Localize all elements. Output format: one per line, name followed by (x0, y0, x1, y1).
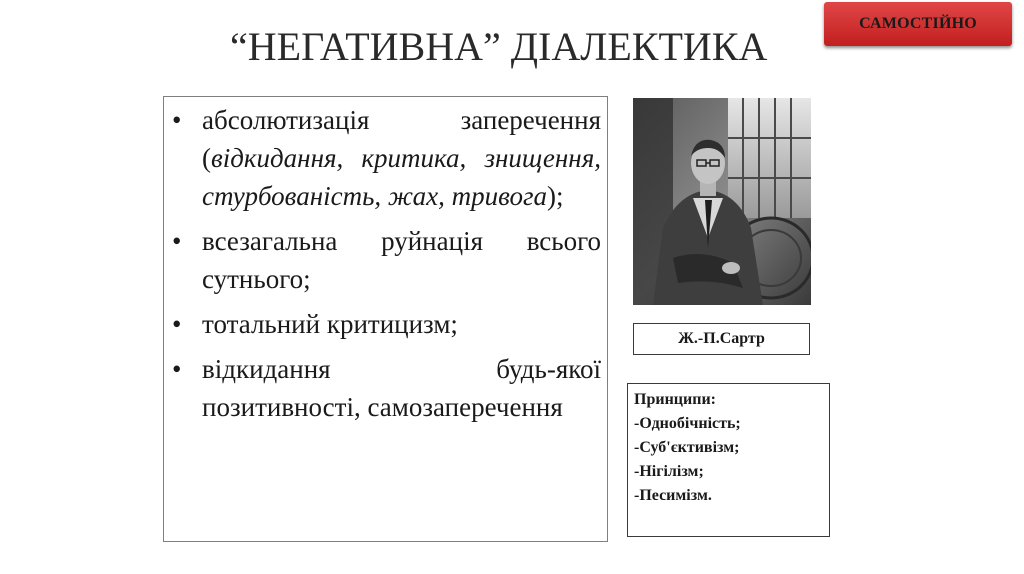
portrait-caption: Ж.-П.Сартр (633, 323, 810, 355)
bullet-text: ); (547, 181, 564, 211)
principle-item: -Нігілізм; (634, 463, 704, 480)
sartre-portrait (633, 98, 811, 305)
principles-heading: Принципи: (634, 391, 716, 408)
bullet-list (172, 101, 601, 426)
principle-item: -Суб'єктивізм; (634, 439, 740, 456)
principle-item: -Однобічність; (634, 415, 741, 432)
bullet-item (172, 222, 601, 298)
principles-box (627, 383, 830, 537)
bullet-text: абсолютизація заперечення ( (202, 105, 601, 173)
main-content-box (163, 96, 608, 542)
principle-item: -Песимізм. (634, 487, 712, 504)
bullet-item (172, 305, 601, 343)
self-study-badge[interactable]: САМОСТІЙНО (824, 2, 1012, 46)
bullet-italic-text: відкидання, критика, знищення, стурбованість, жах, тривога (202, 143, 601, 211)
bullet-item (172, 101, 601, 215)
bullet-text: тотальний критицизм; (202, 309, 458, 339)
slide-title: “НЕГАТИВНА” ДІАЛЕКТИКА (230, 24, 768, 69)
bullet-item (172, 350, 601, 426)
bullet-text: відкидання будь-якої позитивності, самозаперечення (202, 354, 601, 422)
bullet-text: всезагальна руйнація всього сутнього; (202, 226, 601, 294)
